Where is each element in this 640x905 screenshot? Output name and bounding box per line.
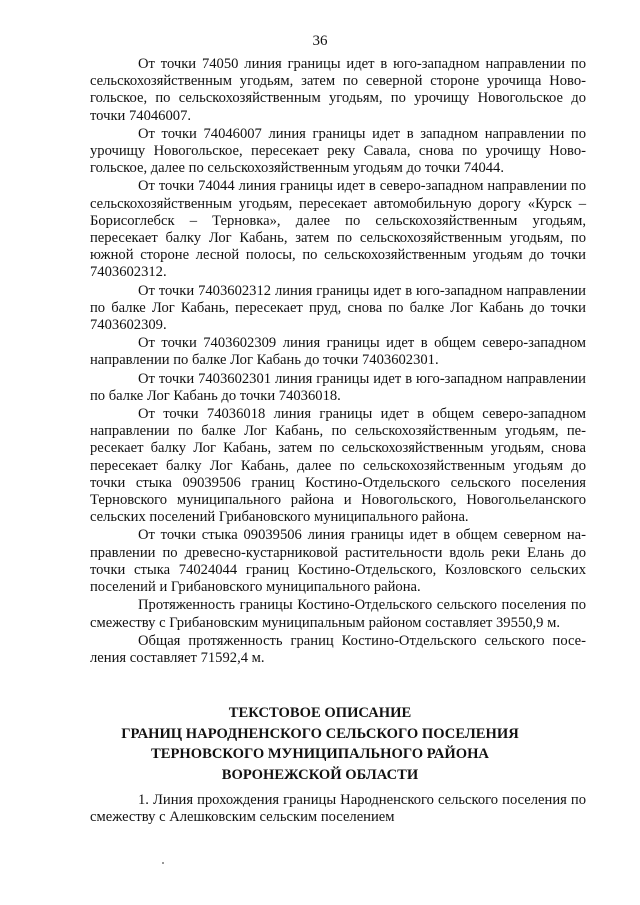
section-heading [0, 703, 640, 785]
paragraph-3: От точки 74044 линия границы идет в северо-западном направлении по сельскохозяйственным угодьям, пересекает автомобильную дорогу «Курск – Борисоглебск – Терновка», далее по сельскохозяйственным угодьям, пересекает балку Лог Кабань, затем по сельскохозяйственным угодьям, по южной стороне лесной полосы, по сельскохозяйственным угодьям до точки 7403602312. [90, 178, 586, 281]
heading-line-1: ТЕКСТОВОЕ ОПИСАНИЕ [228, 705, 412, 721]
paragraph-4: От точки 7403602312 линия границы идет в юго-западном направлении по балке Лог Кабань, пересекает пруд, снова по балке Лог Кабань до точки 7403602309. [90, 282, 586, 334]
heading-line-4: ВОРОНЕЖСКОЙ ОБЛАСТИ [221, 766, 419, 783]
paragraph-5: От точки 7403602309 линия границы идет в общем северо-западном направлении по балке Лог Кабань до точки 7403602301. [90, 335, 586, 369]
section-1-text [90, 792, 586, 827]
paragraph-2: От точки 74046007 линия границы идет в западном направлении по урочищу Новогольское, пересекает реку Савала, снова по урочищу Новогольское, далее по сельскохозяйственным угодьям до точки 74044. [90, 125, 586, 177]
paragraph-7: От точки 74036018 линия границы идет в общем северо-западном направлении по балке Лог Кабань, по сельскохозяйственным угодьям, пересекает балку Лог Кабань, затем по сельскохозяйственным угодьям, снова пересекает балку Лог Кабань, далее по сельскохозяйственным угодьям до точки стыка 09039506 границ Костино-Отдельского сельского поселения Терновского муниципального района и Новогольского, Новогольеланского сельских поселений Грибановского муниципального района. [90, 406, 586, 526]
page-number: 36 [312, 33, 328, 49]
paragraph-8: От точки стыка 09039506 линия границы идет в общем северном направлении по древесно-кустарниковой растительности вдоль реки Елань до точки стыка 74024044 границ Костино-Отдельского, Козловского сельских поселений и Грибановского муниципального района. [90, 527, 586, 596]
boundary-description-text [90, 56, 586, 668]
paragraph-6: От точки 7403602301 линия границы идет в юго-западном направлении по балке Лог Кабань до точки 74036018. [90, 370, 586, 404]
section-1-paragraph: 1. Линия прохождения границы Народненского сельского поселения по смежеству с Алешковским сельским поселением [90, 792, 586, 826]
heading-line-3: ТЕРНОВСКОГО МУНИЦИПАЛЬНОГО РАЙОНА [151, 746, 489, 762]
paragraph-1: От точки 74050 линия границы идет в юго-западном направлении по сельскохозяйственным угодьям, затем по северной стороне урочища Новогольское, по сельскохозяйственным угодьям, по урочищу Новогольское до точки 74046007. [90, 56, 586, 124]
scan-speck [162, 862, 164, 864]
heading-line-2: ГРАНИЦ НАРОДНЕНСКОГО СЕЛЬСКОГО ПОСЕЛЕНИЯ [121, 725, 519, 742]
paragraph-9-length: Протяженность границы Костино-Отдельского сельского поселения по смежеству с Грибановским муниципальным районом составляет 39550,9 м. [90, 597, 586, 631]
paragraph-10-total-length: Общая протяженность границ Костино-Отдельского сельского поселения составляет 71592,4 м. [90, 632, 586, 666]
